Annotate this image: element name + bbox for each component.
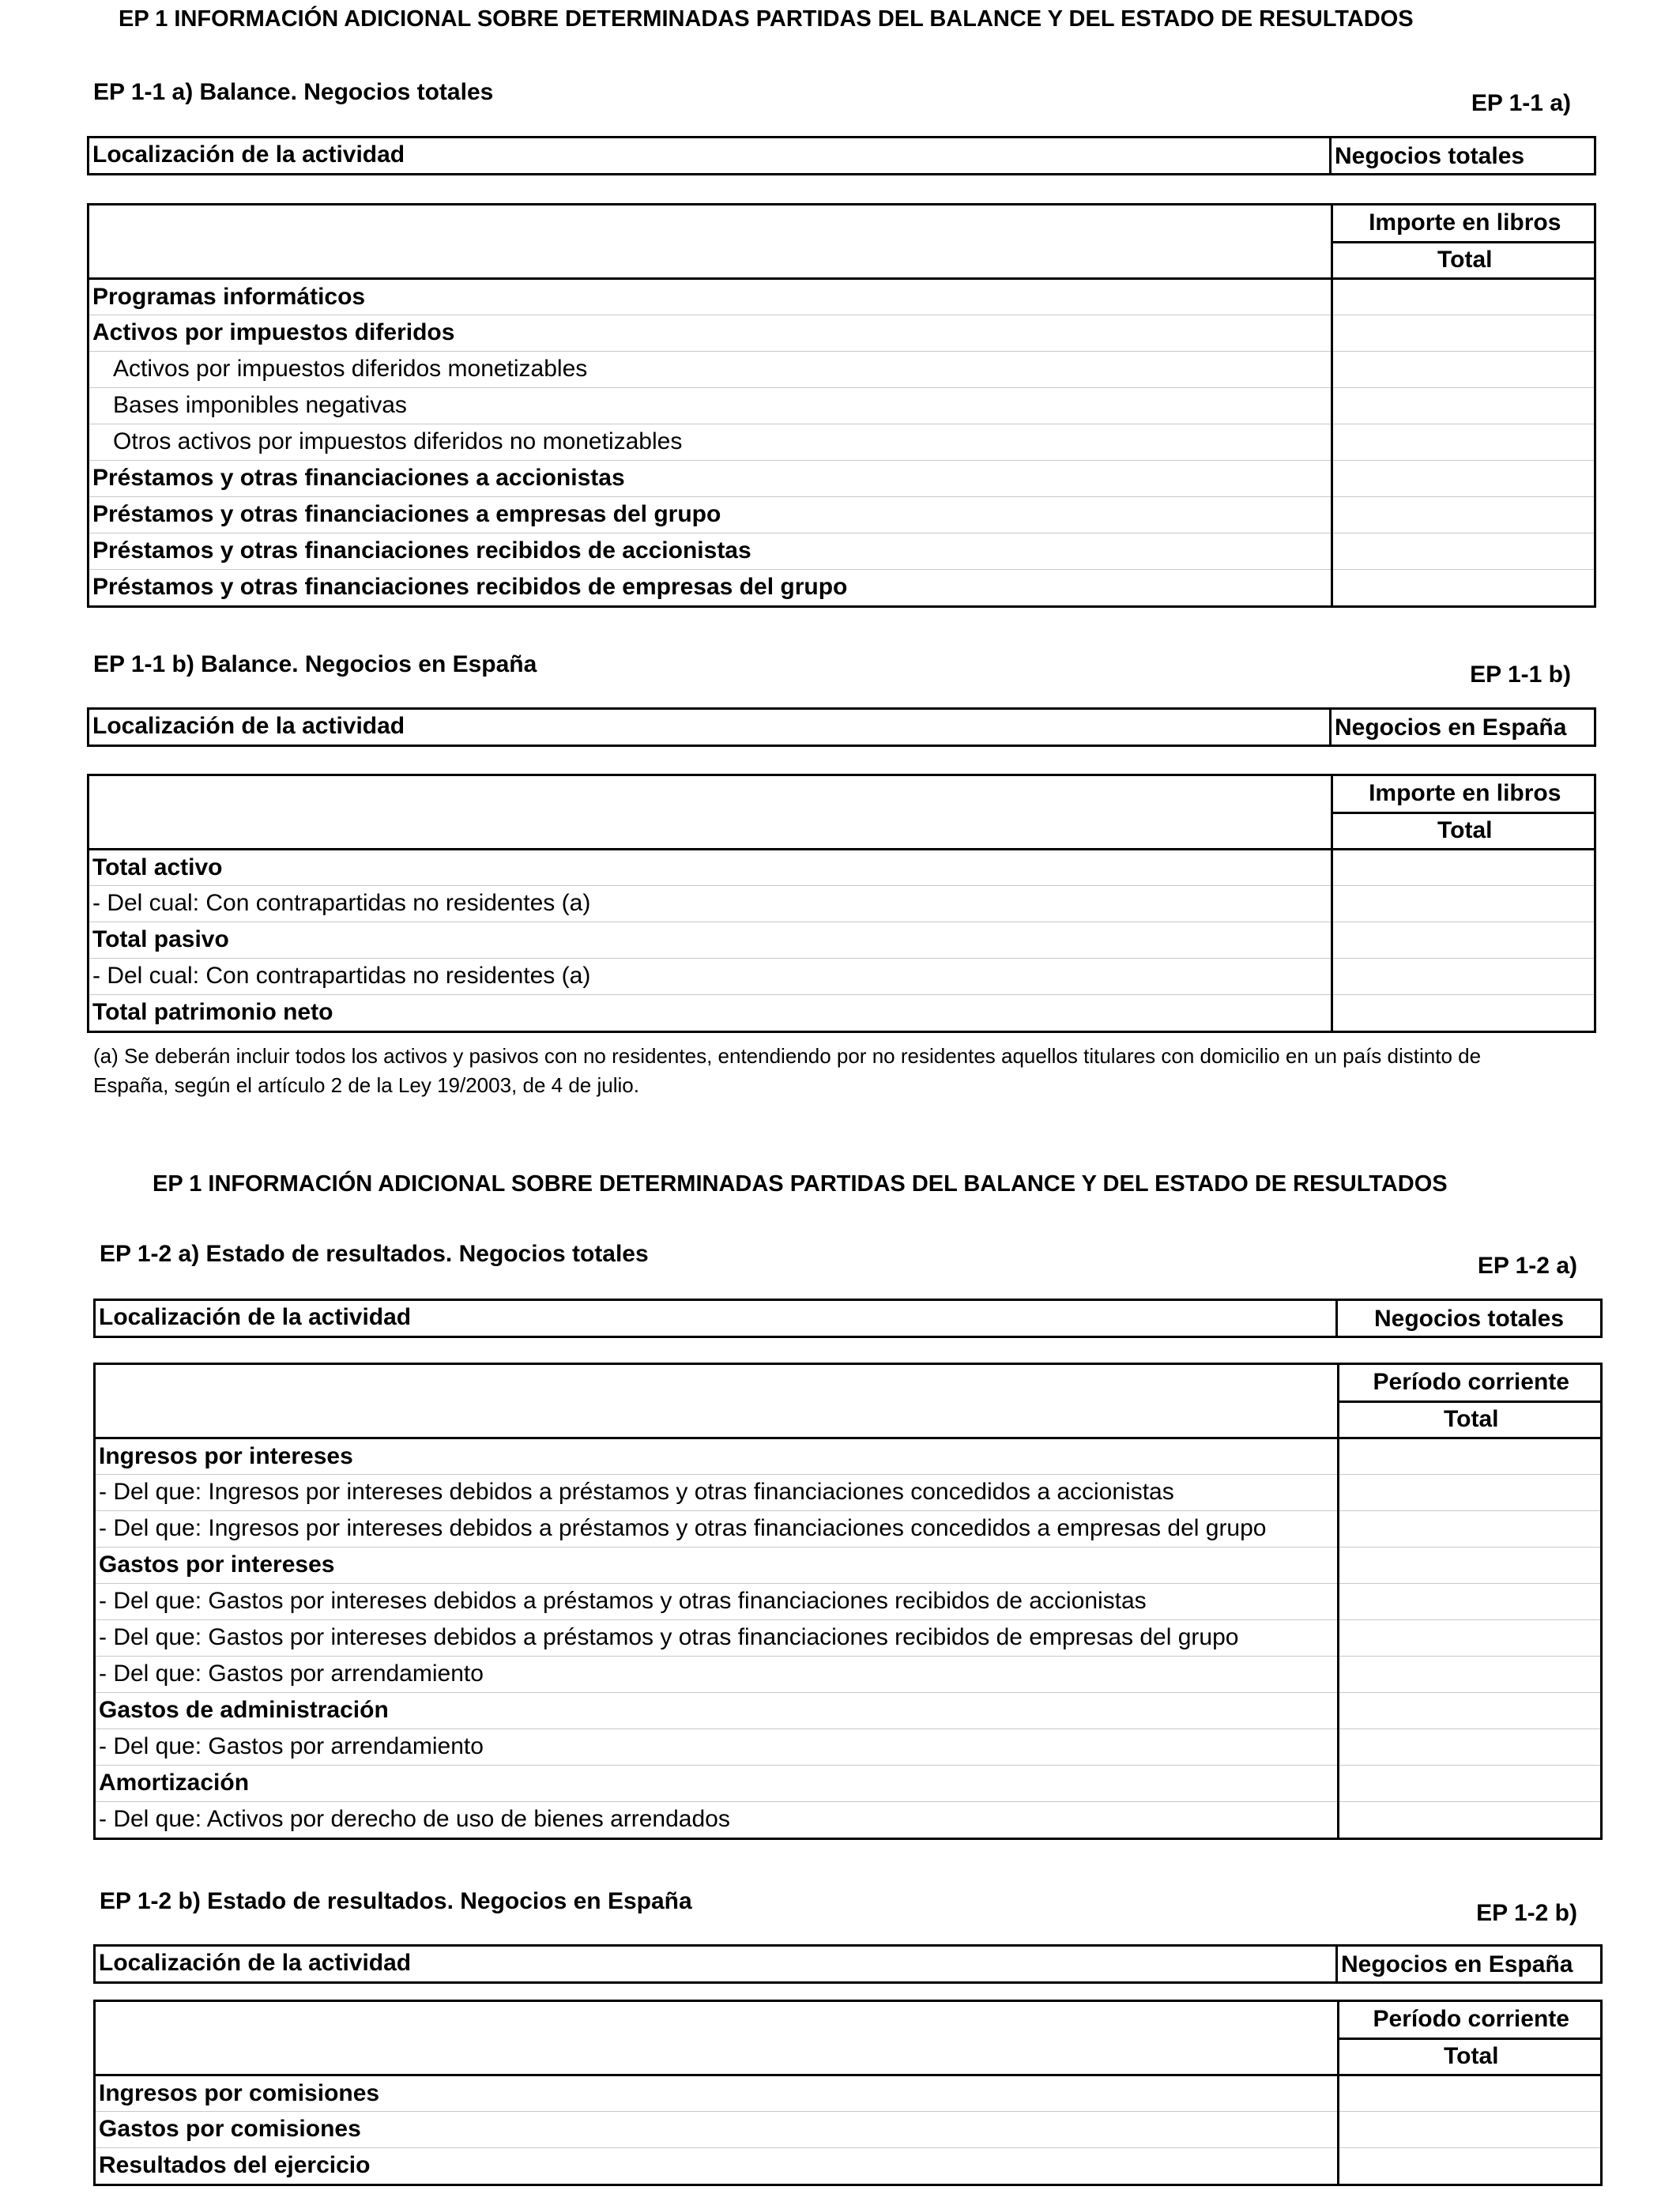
- table-ep-1-1a: [87, 203, 1596, 608]
- value-cell[interactable]: [1332, 351, 1594, 387]
- table-row: [89, 387, 1594, 424]
- page-title: EP 1 INFORMACIÓN ADICIONAL SOBRE DETERMINADAS PARTIDAS DEL BALANCE Y DEL ESTADO DE RESULTADOS: [119, 6, 1414, 32]
- section-title-ep-1-1b: EP 1-1 b) Balance. Negocios en España: [93, 651, 537, 677]
- table-row: [96, 1801, 1600, 1838]
- row-label: - Del que: Gastos por arrendamiento: [96, 1656, 1338, 1692]
- table-row: [96, 1474, 1600, 1510]
- table-row: [96, 1692, 1600, 1728]
- footnote-line: (a) Se deberán incluir todos los activos y pasivos con no residentes, entendiendo por no residentes aquellos titulares con domicilio en un país distinto de: [93, 1044, 1482, 1068]
- row-label: Otros activos por impuestos diferidos no monetizables: [89, 424, 1332, 460]
- table-row: [89, 424, 1594, 460]
- row-label: Bases imponibles negativas: [89, 387, 1332, 424]
- location-row-ep-1-1a: [87, 136, 1596, 175]
- table-row: [89, 922, 1594, 958]
- table-row: [96, 1438, 1600, 1474]
- value-cell[interactable]: [1338, 1692, 1600, 1728]
- value-cell[interactable]: [1338, 1474, 1600, 1510]
- row-label: Total patrimonio neto: [89, 994, 1332, 1031]
- value-cell[interactable]: [1332, 994, 1594, 1031]
- section-code-ep-1-1a: EP 1-1 a): [1471, 90, 1571, 116]
- location-value: Negocios totales: [1329, 138, 1594, 173]
- table-row: [96, 2147, 1600, 2184]
- row-label: Ingresos por intereses: [96, 1438, 1338, 1474]
- table-ep-1-1b: [87, 774, 1596, 1033]
- value-cell[interactable]: [1332, 496, 1594, 533]
- row-label: - Del que: Gastos por arrendamiento: [96, 1728, 1338, 1765]
- row-label: Activos por impuestos diferidos: [89, 315, 1332, 351]
- section-title-ep-1-1a: EP 1-1 a) Balance. Negocios totales: [93, 79, 494, 105]
- row-label: Amortización: [96, 1765, 1338, 1801]
- table-row: [96, 1728, 1600, 1765]
- footnote-line: España, según el artículo 2 de la Ley 19/2003, de 4 de julio.: [93, 1073, 639, 1097]
- location-row-ep-1-1b: [87, 707, 1596, 747]
- table-row: [96, 2111, 1600, 2147]
- location-row-ep-1-2a: [93, 1299, 1603, 1338]
- row-label: - Del cual: Con contrapartidas no residentes (a): [89, 885, 1332, 922]
- value-cell[interactable]: [1338, 1547, 1600, 1583]
- row-label: - Del que: Activos por derecho de uso de bienes arrendados: [96, 1801, 1338, 1838]
- value-cell[interactable]: [1332, 424, 1594, 460]
- table-row: [96, 1583, 1600, 1619]
- location-value: Negocios en España: [1335, 1947, 1600, 1981]
- value-cell[interactable]: [1338, 1619, 1600, 1656]
- row-label: Préstamos y otras financiaciones recibidos de accionistas: [89, 533, 1332, 569]
- location-value: Negocios totales: [1335, 1301, 1600, 1336]
- value-cell[interactable]: [1338, 1656, 1600, 1692]
- row-label: - Del que: Gastos por intereses debidos a préstamos y otras financiaciones recibidos de accionistas: [96, 1583, 1338, 1619]
- value-cell[interactable]: [1332, 958, 1594, 994]
- value-cell[interactable]: [1332, 315, 1594, 351]
- value-cell[interactable]: [1332, 278, 1594, 315]
- table-row: [89, 278, 1594, 315]
- column-header-total: Total: [1332, 812, 1594, 849]
- value-cell[interactable]: [1338, 2111, 1600, 2147]
- value-cell[interactable]: [1338, 2075, 1600, 2111]
- row-label: Préstamos y otras financiaciones a empresas del grupo: [89, 496, 1332, 533]
- row-label: Gastos de administración: [96, 1692, 1338, 1728]
- column-header-importe: Importe en libros: [1332, 776, 1594, 812]
- table-row: [89, 460, 1594, 496]
- row-label: - Del cual: Con contrapartidas no residentes (a): [89, 958, 1332, 994]
- table-row: [89, 885, 1594, 922]
- table-row: [96, 1765, 1600, 1801]
- value-cell[interactable]: [1332, 569, 1594, 605]
- column-header-total: Total: [1338, 2038, 1600, 2075]
- section-code-ep-1-1b: EP 1-1 b): [1470, 662, 1571, 688]
- value-cell[interactable]: [1338, 1765, 1600, 1801]
- location-label: Localización de la actividad: [99, 1950, 412, 1976]
- table-row: [96, 1656, 1600, 1692]
- section-code-ep-1-2a: EP 1-2 a): [1477, 1253, 1577, 1279]
- table-row: [96, 1619, 1600, 1656]
- location-label: Localización de la actividad: [92, 141, 405, 168]
- location-row-ep-1-2b: [93, 1944, 1603, 1984]
- value-cell[interactable]: [1332, 922, 1594, 958]
- value-cell[interactable]: [1332, 387, 1594, 424]
- table-row: [96, 2075, 1600, 2111]
- section-code-ep-1-2b: EP 1-2 b): [1476, 1900, 1577, 1926]
- section-title-ep-1-2a: EP 1-2 a) Estado de resultados. Negocios totales: [100, 1241, 649, 1267]
- table-row: [89, 994, 1594, 1031]
- table-row: [89, 315, 1594, 351]
- table-row: [89, 533, 1594, 569]
- table-row: [89, 496, 1594, 533]
- table-ep-1-2a: [93, 1363, 1603, 1840]
- value-cell[interactable]: [1338, 1801, 1600, 1838]
- row-label: Ingresos por comisiones: [96, 2075, 1338, 2111]
- value-cell[interactable]: [1338, 2147, 1600, 2184]
- table-row: [89, 351, 1594, 387]
- value-cell[interactable]: [1332, 849, 1594, 885]
- row-label: Programas informáticos: [89, 278, 1332, 315]
- row-label: Activos por impuestos diferidos monetizables: [89, 351, 1332, 387]
- column-header-periodo: Período corriente: [1338, 2002, 1600, 2038]
- table-row: [96, 1510, 1600, 1547]
- header-blank-cell: [89, 776, 1332, 849]
- column-header-total: Total: [1338, 1401, 1600, 1438]
- row-label: - Del que: Ingresos por intereses debidos a préstamos y otras financiaciones concedidos a empresas del grupo: [96, 1510, 1338, 1547]
- row-label: Préstamos y otras financiaciones a accionistas: [89, 460, 1332, 496]
- row-label: - Del que: Gastos por intereses debidos a préstamos y otras financiaciones recibidos de empresas del grupo: [96, 1619, 1338, 1656]
- header-blank-cell: [96, 1365, 1338, 1438]
- location-label: Localización de la actividad: [99, 1304, 412, 1330]
- value-cell[interactable]: [1332, 885, 1594, 922]
- row-label: - Del que: Ingresos por intereses debidos a préstamos y otras financiaciones concedidos a accionistas: [96, 1474, 1338, 1510]
- table-row: [96, 1547, 1600, 1583]
- column-header-total: Total: [1332, 242, 1594, 278]
- value-cell[interactable]: [1332, 533, 1594, 569]
- location-value: Negocios en España: [1329, 710, 1594, 745]
- header-blank-cell: [96, 2002, 1338, 2075]
- row-label: Total activo: [89, 849, 1332, 885]
- value-cell[interactable]: [1338, 1438, 1600, 1474]
- table-row: [89, 958, 1594, 994]
- page-title-repeat: EP 1 INFORMACIÓN ADICIONAL SOBRE DETERMINADAS PARTIDAS DEL BALANCE Y DEL ESTADO DE RESULTADOS: [153, 1171, 1448, 1197]
- section-title-ep-1-2b: EP 1-2 b) Estado de resultados. Negocios en España: [100, 1888, 692, 1914]
- row-label: Gastos por intereses: [96, 1547, 1338, 1583]
- header-blank-cell: [89, 205, 1332, 278]
- row-label: Préstamos y otras financiaciones recibidos de empresas del grupo: [89, 569, 1332, 605]
- value-cell[interactable]: [1338, 1728, 1600, 1765]
- table-ep-1-2b: [93, 2000, 1603, 2186]
- table-row: [89, 569, 1594, 605]
- row-label: Resultados del ejercicio: [96, 2147, 1338, 2184]
- column-header-periodo: Período corriente: [1338, 1365, 1600, 1401]
- table-row: [89, 849, 1594, 885]
- row-label: Total pasivo: [89, 922, 1332, 958]
- value-cell[interactable]: [1338, 1583, 1600, 1619]
- value-cell[interactable]: [1338, 1510, 1600, 1547]
- footnote: [93, 1042, 1595, 1100]
- value-cell[interactable]: [1332, 460, 1594, 496]
- row-label: Gastos por comisiones: [96, 2111, 1338, 2147]
- location-label: Localización de la actividad: [92, 713, 405, 739]
- column-header-importe: Importe en libros: [1332, 205, 1594, 242]
